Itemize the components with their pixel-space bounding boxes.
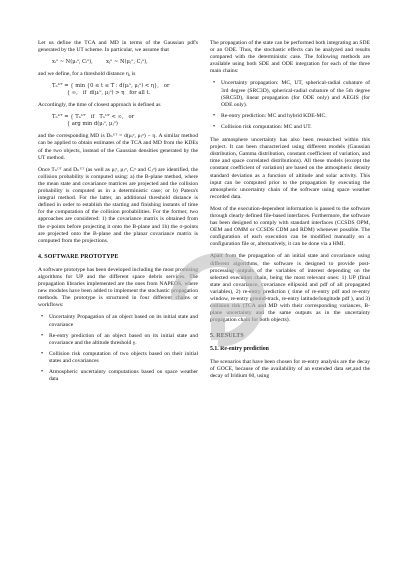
left-column xyxy=(38,40,198,389)
paragraph: Apart from the propagation of an initial state and covariance using different algorithms, the software is designed to provide post-processing outputs of the variables of interest depending on the selected execution chain, being the most relevant ones: 1) UP (final state and covariance, covariance ellipsoid and pdf of all propagated variables), 2) re-entry prediction ( time of re-entry pdf and re-entry window, re-entry ground-track, re-entry latitude/longitude pdf ), and 3) collision risk (TCA and MD with their corresponding variances, B-plane uncertainty and the same outputs as in the uncertainty propagation chain for both objects). xyxy=(210,253,370,324)
list-item: • Collision risk computation of two objects based on their initial states and covariances xyxy=(49,351,198,365)
list-item: • Uncertainty propagation: MC, UT, spherical-radial cubature of 3rd degree (SRC3D), spherical-radial cubature of the 5th degree (SRC5D), linear propagation (for ODE only) and AEGIS (for ODE only). xyxy=(221,80,370,108)
section-heading: 4. SOFTWARE PROTOTYPE xyxy=(38,253,119,260)
right-column xyxy=(210,40,370,385)
equation: xᵢᵘ ~ N(μᵢᵘ, Cᵢᵘ), xⱼᵘ ~ N(μⱼᵘ, Cⱼᵘ), xyxy=(52,59,148,66)
list-item: • Uncertainty Propagation of an object based on its initial state and covariance xyxy=(49,314,198,328)
list-item: • Re-entry prediction of an object based on its initial state and covariance and the altitude threshold γ. xyxy=(49,333,198,347)
bullet-list xyxy=(38,314,198,383)
list-item: • Re-entry prediction: MC and hybrid KDE-MC. xyxy=(221,113,370,120)
equation: Tₙᵁᵀ = { Tₙᵁᵀ if Tₙᵁᵀ < ∞, or { arg min d(μᵢᵘ, μⱼᵘ) xyxy=(52,114,135,128)
section-heading: 5. RESULTS xyxy=(210,333,244,340)
paragraph: The atmosphere uncertainty has also been researched within this project. It can been characterized using different models (Gaussian distribution, Gamma distribution, constant coefficient of variation, and time and space correlated distributions). All these models (except the constant coefficient of variation) are based on the atmospheric density standard deviation as a function of altitude and solar activity. This input can be computed prior to the propagation by executing the atmospheric uncertainty chain of the software using space weather recorded data. xyxy=(210,137,370,200)
paragraph: The propagation of the state can be performed both integrating an SDE or an ODE. Thus, the stochastic effects can be analyzed and results compared with the deterministic case. The following methods are available using both SDE and ODE integration for each of the three main chains: xyxy=(210,40,370,75)
paragraph: Once Tₙᵁᵀ and Dₙᵁᵀ (as well as μᵢᵘ, μⱼᵘ, Cᵢᵘ and Cⱼᵘ) are identified, the collision probability is computed using: a) the B-plane method, where the mean state and covariance matrices are projected and the collision probability is computed as in a deterministic case; or b) Patera's integral method. For the latter, an additional threshold distance is defined in order to establish the starting and finishing instants of time for the computation of the collision probabilities. For the former, two approaches are considered: 1) the covariance matrix is obtained from the σ-points before projecting it onto the B-plane and 1b) the σ-points are projected onto the B-plane and the planar covariance matrix is computed from the projections. xyxy=(38,166,198,244)
paragraph: and we define, for a threshold distance η, is xyxy=(38,71,136,78)
paragraph: The scenarios that have been chosen for re-entry analysis are the decay of GOCE, because of the availability of an extended data set,and the decay of Iridium 60, using xyxy=(210,358,370,379)
subsection-heading: 5.1. Re-entry prediction xyxy=(210,346,269,353)
paragraph: Most of the execution-dependent information is passed to the software through clearly defined file-based interfaces. Furthermore, the software has been designed to comply with standard interfaces (CCSDS OPM, OEM and OMM or CCSDS CDM and RDM) whenever possible. The configuration of each execution can be modified manually on a configuration file or, alternatively, it can be done via a HMI. xyxy=(210,205,370,248)
bullet-list xyxy=(210,80,370,131)
paragraph: Let us define the TCA and MD in terms of the Gaussian pdf's generated by the UT scheme. In particular, we assume that xyxy=(38,40,198,54)
paragraph: Accordingly, the time of closest approach is defined as xyxy=(38,102,161,109)
equation: Tₙᵁᵀ = { min {0 ≤ t ≤ T : d(μᵢᵘ, μⱼᵘ) < η}, or { ∞, if d(μᵢᵘ, μⱼᵘ) > η for all t. xyxy=(52,83,170,97)
paragraph: and the corresponding MD is Dₙᵁᵀ = d(μᵢᵘ, μⱼᵘ) − η. A similar method can be applied to obtain estimates of the TCA and MD from the KDEs of the two objects, instead of the Gaussian densities generated by the UT method. xyxy=(38,133,198,161)
paragraph: A software prototype has been developed including the most promising algorithms for UP and the different space debris services. The propagation libraries implemented are the ones from NAPEOS, where new modules have been added to implement the stochastic propagation methods. The prototype is structured in four different chains or workflows: xyxy=(38,266,198,309)
list-item: • Atmospheric uncertainty computations based on space weather data xyxy=(49,369,198,383)
list-item: • Collision risk computation: MC and UT. xyxy=(221,124,370,131)
